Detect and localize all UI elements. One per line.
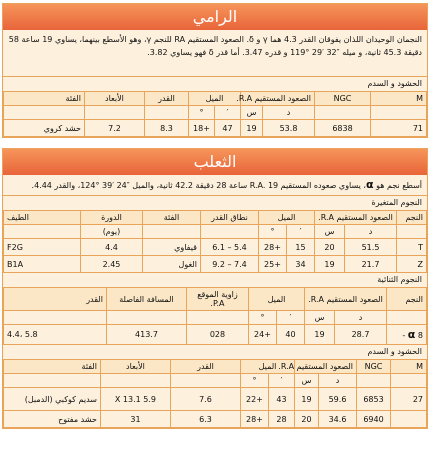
col-header: الصعود المستقيم R.A. [304,288,386,311]
cell: +24 [248,325,276,345]
cell: 40 [276,325,304,345]
star-number: 8 - [402,331,423,340]
cell: حشد كروي [4,120,85,137]
double-stars-table [3,288,427,345]
col-header: الميل [258,211,314,225]
cell: 6.3 [170,411,240,428]
unit-cell: ° [188,106,214,120]
col-header: NGC [357,360,391,374]
fox-intro-prefix: أسطع نجم هو [376,181,422,190]
unit-cell: ° [248,311,276,325]
unit-cell: ′ [268,374,294,388]
col-header: الميل [188,92,240,106]
unit-cell: س [304,311,334,325]
table-header-row [4,288,427,311]
unit-cell [397,225,427,239]
col-header: النجم [387,288,427,311]
cell: 34 [286,256,314,273]
col-header: M [371,92,427,106]
cell: قيفاوي [142,239,200,256]
col-header: القدر [170,360,240,374]
col-header: الأبعاد [100,360,170,374]
col-header: الصعود المستقيم R.A. [294,360,356,374]
unit-cell [4,311,107,325]
fox-intro-suffix: ، يساوي صعوده المستقيم R.A. 19 ساعة 28 دقيقة 42.2 ثانية، والميل ″24 ′39 °124، والقدر 4.44. [31,181,366,190]
cell: 51.5 [345,239,397,256]
cell: 2.45 [80,256,142,273]
cell: 28 [268,411,294,428]
cell: الغول [142,256,200,273]
sagittarius-section-title: الحشود و السدم [3,77,427,92]
col-header: الدورة [80,211,142,225]
cell: 19 [240,120,262,137]
table-units-row [4,106,427,120]
cell: B1A [4,256,81,273]
unit-cell [170,374,240,388]
unit-cell: (يوم) [80,225,142,239]
cell: 15 [286,239,314,256]
sagittarius-title: الرامي [3,4,427,30]
unit-cell [144,106,188,120]
unit-cell [387,311,427,325]
table-row [4,256,427,273]
col-header: نطاق القدر [200,211,258,225]
sagittarius-intro: النجمان الوحيدان اللذان يفوقان القدر 4.3 هما γ و δ. الصعود المستقيم RA للنجم γ، وهو الأسطع بينهما، يساوي 19 ساعة 58 دقيقة 45.3 ثانية، و ميله ″32 ′29 °119 و قدره 3.47. أما قدر δ فهو يساوي 3.82. [3,30,427,77]
cell: Z [397,256,427,273]
fox-card [2,148,428,429]
fox-clusters-table [3,360,427,428]
unit-cell [84,106,144,120]
cell: X 13.1 5.9 [100,388,170,411]
fox-clusters-section-title: الحشود و السدم [3,345,427,360]
cell: 19 [314,256,344,273]
col-header: المسافة الفاصلة [106,288,186,311]
unit-cell [391,374,427,388]
col-header: القدر [144,92,188,106]
cell: 20 [314,239,344,256]
unit-cell [142,225,200,239]
cell: F2G [4,239,81,256]
col-header: الفئة [142,211,200,225]
unit-cell: س [294,374,318,388]
table-row [4,325,427,345]
table-header-row [4,211,427,225]
cell: 5.4 – 6.1 [200,239,258,256]
variable-stars-table [3,211,427,273]
cell: 028 [186,325,248,345]
cell: 53.8 [263,120,315,137]
unit-cell: ′ [276,311,304,325]
table-header-row [4,92,427,106]
col-header: الطيف [4,211,81,225]
col-header: النجم [397,211,427,225]
unit-cell: د [345,225,397,239]
unit-cell: د [319,374,357,388]
cell: 34.6 [319,411,357,428]
unit-cell [4,106,85,120]
cell: 27 [391,388,427,411]
cell: 28.7 [335,325,387,345]
cell: 71 [371,120,427,137]
col-header: الفئة [4,360,101,374]
col-header: M [391,360,427,374]
cell [391,411,427,428]
col-header: الميل [248,288,304,311]
table-header-row [4,360,427,374]
cell: 20 [294,411,318,428]
cell: 6853 [357,388,391,411]
col-header: NGC [315,92,371,106]
cell: 6940 [357,411,391,428]
cell: 7.6 [170,388,240,411]
cell [387,325,427,345]
table-row [4,239,427,256]
table-row [4,120,427,137]
cell: 7.2 [84,120,144,137]
cell: 43 [268,388,294,411]
variable-stars-section-title: النجوم المتغيرة [3,196,427,211]
unit-cell [100,374,170,388]
unit-cell: ° [258,225,286,239]
fox-intro [3,175,427,196]
cell: +28 [258,239,286,256]
table-row [4,411,427,428]
unit-cell: د [263,106,315,120]
col-header: الأبعاد [84,92,144,106]
col-header: زاوية الموقع P.A. [186,288,248,311]
cell: +25 [258,256,286,273]
table-row [4,388,427,411]
cell: 21.7 [345,256,397,273]
cell: 8.3 [144,120,188,137]
cell: 7.4 – 9.2 [200,256,258,273]
sagittarius-card [2,3,428,138]
unit-cell [4,225,81,239]
unit-cell: س [314,225,344,239]
col-header: القدر [4,288,107,311]
cell: 47 [214,120,240,137]
unit-cell: س [240,106,262,120]
cell: 59.6 [319,388,357,411]
sagittarius-clusters-table [3,92,427,137]
unit-cell [200,225,258,239]
cell: 5.8 ،4.4 [4,325,107,345]
col-header: الميل [240,360,294,374]
unit-cell: ° [240,374,268,388]
cell: 4.4 [80,239,142,256]
unit-cell: د [335,311,387,325]
cell: 6838 [315,120,371,137]
star-symbol: α [407,328,416,341]
cell: +18 [188,120,214,137]
unit-cell: ′ [214,106,240,120]
cell: 31 [100,411,170,428]
cell: 413.7 [106,325,186,345]
fox-intro-symbol: α [365,178,374,191]
table-units-row [4,311,427,325]
cell: 19 [304,325,334,345]
unit-cell [371,106,427,120]
fox-title: الثعلب [3,149,427,175]
unit-cell [4,374,101,388]
cell: T [397,239,427,256]
cell: +28 [240,411,268,428]
cell: حشد مفتوح [4,411,101,428]
col-header: الصعود المستقيم R.A. [240,92,314,106]
table-units-row [4,225,427,239]
double-stars-section-title: النجوم الثنائية [3,273,427,288]
unit-cell [357,374,391,388]
table-units-row [4,374,427,388]
cell: 19 [294,388,318,411]
cell: +22 [240,388,268,411]
unit-cell [106,311,186,325]
col-header: الفئة [4,92,85,106]
cell: سديم كوكبي (الدمبل) [4,388,101,411]
unit-cell [186,311,248,325]
unit-cell [315,106,371,120]
col-header: الصعود المستقيم R.A. [314,211,396,225]
unit-cell: ′ [286,225,314,239]
